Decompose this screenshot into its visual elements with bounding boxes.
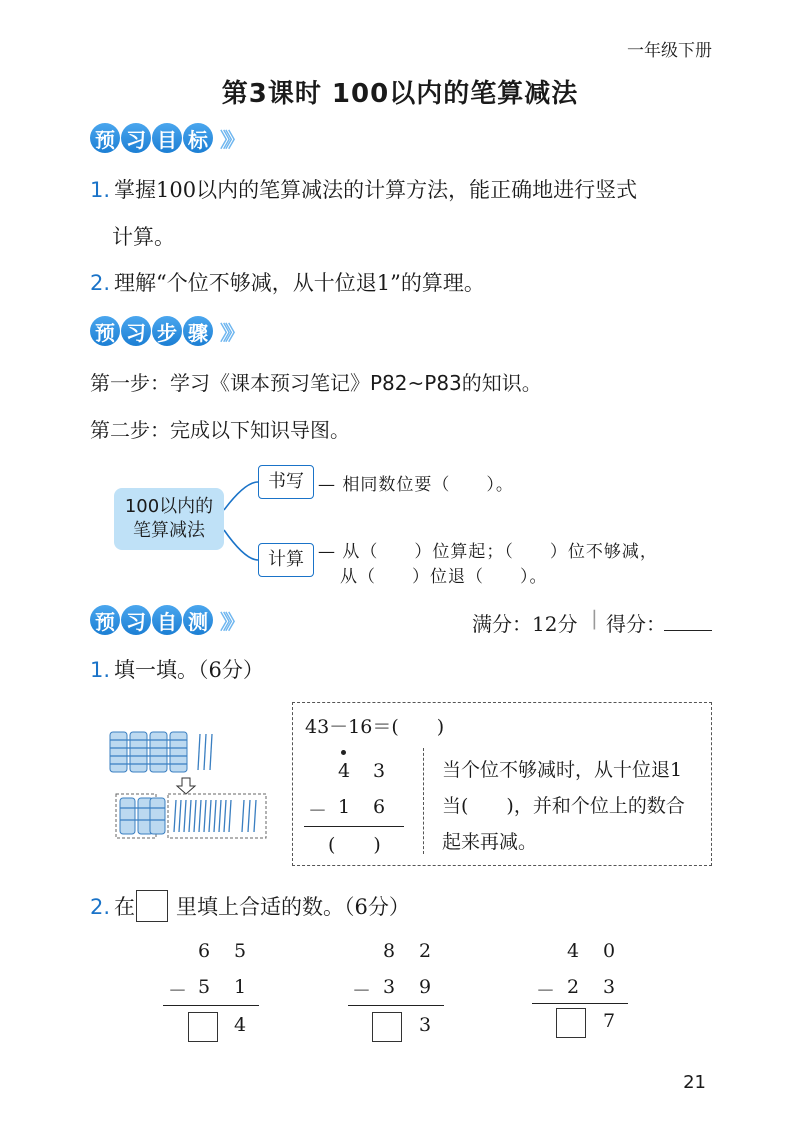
score-got: 得分： bbox=[606, 612, 666, 636]
mindmap-root bbox=[114, 488, 224, 550]
banner-char: 测 bbox=[183, 605, 213, 635]
p2-rule bbox=[348, 1005, 444, 1006]
q1-explain-2: 当( )，并和个位上的数合 bbox=[442, 795, 685, 817]
score-separator: | bbox=[591, 606, 598, 630]
q1-answer-blank[interactable]: ( ) bbox=[328, 834, 381, 856]
p1-rule bbox=[163, 1005, 259, 1006]
banner-char: 标 bbox=[183, 123, 213, 153]
p2-answer-box[interactable] bbox=[372, 1012, 402, 1042]
p3-rule bbox=[532, 1003, 628, 1004]
banner-char: 骤 bbox=[183, 316, 213, 346]
banner-char: 习 bbox=[121, 123, 151, 153]
p1-bottom-tens: 5 bbox=[198, 976, 211, 998]
q1-divider bbox=[423, 748, 424, 854]
question-text: 填一填。（6分） bbox=[114, 658, 264, 682]
chevron-right-icon: 》》 bbox=[220, 127, 240, 152]
score-blank[interactable] bbox=[664, 630, 712, 631]
mindmap-node-writing: 书写 bbox=[258, 465, 314, 499]
banner-char: 步 bbox=[152, 316, 182, 346]
p1-answer-box[interactable] bbox=[188, 1012, 218, 1042]
q1-equation: 43－16＝( ) bbox=[305, 716, 445, 738]
q1-explain-1: 当个位不够减时，从十位退1 bbox=[442, 759, 683, 781]
p2-result: 3 bbox=[419, 1014, 432, 1036]
banner-char: 习 bbox=[121, 605, 151, 635]
banner-char: 预 bbox=[90, 316, 120, 346]
mindmap-root-line: 100以内的 bbox=[124, 496, 214, 517]
step-1: 第一步：学习《课本预习笔记》P82~P83的知识。 bbox=[90, 371, 542, 395]
p2-bottom-tens: 3 bbox=[383, 976, 396, 998]
borrow-dot bbox=[341, 750, 346, 755]
question-1-title bbox=[90, 655, 264, 685]
goal-item-1-cont: 计算。 bbox=[112, 225, 175, 249]
p3-bottom-tens: 2 bbox=[567, 976, 580, 998]
question-2-title bbox=[90, 892, 135, 922]
chevron-right-icon: 》》 bbox=[220, 320, 240, 345]
mindmap-node-calc: 计算 bbox=[258, 543, 314, 577]
example-square bbox=[136, 890, 168, 922]
page-number: 21 bbox=[683, 1072, 706, 1093]
chevron-right-icon: 》》 bbox=[220, 609, 240, 634]
mindmap-text-writing: — 相同数位要（ ）。 bbox=[318, 475, 514, 495]
banner-char: 目 bbox=[152, 123, 182, 153]
p1-top-tens: 6 bbox=[198, 940, 211, 962]
question-2-text: 里填上合适的数。（6分） bbox=[176, 895, 410, 919]
q1-explain-3: 起来再减。 bbox=[442, 831, 538, 853]
q1-top-tens: 4 bbox=[338, 760, 351, 782]
p1-top-ones: 5 bbox=[234, 940, 247, 962]
p2-minus: － bbox=[352, 980, 372, 1002]
banner-char: 预 bbox=[90, 605, 120, 635]
mindmap-text-calc-2: 从（ ）位退（ ）。 bbox=[340, 567, 548, 587]
p2-top-tens: 8 bbox=[383, 940, 396, 962]
banner-char: 预 bbox=[90, 123, 120, 153]
lesson-title: 第3课时 100以内的笔算减法 bbox=[221, 79, 579, 109]
mindmap-root-line: 笔算减法 bbox=[133, 520, 205, 541]
p1-bottom-ones: 1 bbox=[234, 976, 247, 998]
p3-bottom-ones: 3 bbox=[603, 976, 616, 998]
q1-bottom-ones: 6 bbox=[373, 796, 386, 818]
p3-minus: － bbox=[536, 980, 556, 1002]
list-number: 1. bbox=[90, 178, 111, 202]
stick-bundles-illustration bbox=[100, 728, 280, 846]
p1-minus: － bbox=[168, 980, 188, 1002]
mindmap-text-calc-1: — 从（ ）位算起；（ ）位不够减， bbox=[318, 542, 658, 562]
p3-top-ones: 0 bbox=[603, 940, 616, 962]
question-text: 在 bbox=[114, 895, 136, 919]
banner-char: 习 bbox=[121, 316, 151, 346]
step-2: 第二步：完成以下知识导图。 bbox=[90, 418, 350, 442]
goal-text: 理解“个位不够减，从十位退1”的算理。 bbox=[114, 271, 485, 295]
score-full: 满分：12分 bbox=[472, 612, 578, 636]
q1-bottom-tens: 1 bbox=[338, 796, 351, 818]
q1-rule bbox=[304, 826, 404, 827]
p2-top-ones: 2 bbox=[419, 940, 432, 962]
grade-label: 一年级下册 bbox=[627, 41, 712, 61]
p3-answer-box[interactable] bbox=[556, 1008, 586, 1038]
p1-result: 4 bbox=[234, 1014, 247, 1036]
p2-bottom-ones: 9 bbox=[419, 976, 432, 998]
banner-char: 自 bbox=[152, 605, 182, 635]
list-number: 2. bbox=[90, 271, 111, 295]
q1-minus: － bbox=[308, 800, 328, 822]
p3-result: 7 bbox=[603, 1010, 616, 1032]
list-number: 1. bbox=[90, 658, 111, 682]
q1-top-ones: 3 bbox=[373, 760, 386, 782]
p3-top-tens: 4 bbox=[567, 940, 580, 962]
list-number: 2. bbox=[90, 895, 111, 919]
banner-preview-test bbox=[90, 605, 240, 635]
goal-text: 掌握100以内的笔算减法的计算方法，能正确地进行竖式 bbox=[114, 178, 638, 202]
